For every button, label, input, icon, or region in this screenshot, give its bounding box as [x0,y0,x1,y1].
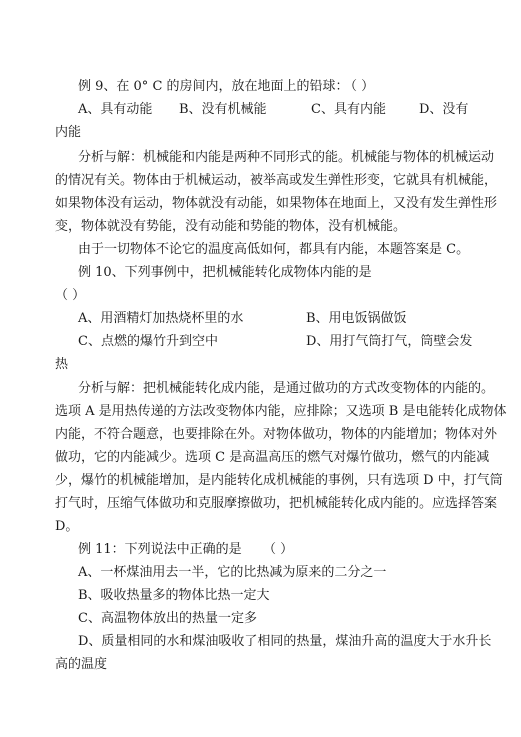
ex10-analysis-line-3: 内能，不符合题意，也要排除在外。对物体做功，物体的内能增加；物体对外 [55,427,498,442]
ex9-option-a: A、具有动能 [78,102,153,117]
ex10-option-b: B、用电饭锅做饭 [306,311,407,326]
ex10-answer-blank: （ ） [55,288,86,303]
ex11-option-d-continued: 高的温度 [55,657,108,672]
ex10-analysis-line-5: 少，爆竹的机械能增加，是内能转化成机械能的事例，只有选项 D 中，打气筒 [55,473,503,488]
ex10-option-c: C、点燃的爆竹升到空中 [78,334,218,349]
ex10-analysis-line-1: 分析与解：把机械能转化成内能，是通过做功的方式改变物体的内能的。 [78,381,495,396]
ex9-analysis-line-2: 的情况有关。物体由于机械运动，被举高或发生弹性形变，它就具有机械能， [55,173,498,188]
ex11-option-a: A、一杯煤油用去一半，它的比热减为原来的二分之一 [78,565,387,580]
ex9-option-c: C、具有内能 [311,102,386,117]
ex9-analysis-line-3: 如果物体没有运动，物体就没有动能，如果物体在地面上，又没有发生弹性形 [55,196,498,211]
ex9-answer-blank: （ ） [344,79,375,94]
ex11-option-b: B、吸收热量多的物体比热一定大 [78,588,270,603]
ex10-analysis-line-4: 做功，它的内能减少。选项 C 是高温高压的燃气对爆竹做功，燃气的内能减 [55,450,490,465]
ex10-analysis-line-2: 选项 A 是用热传递的方法改变物体内能，应排除；又选项 B 是电能转化成物体 [55,404,507,419]
ex9-option-d: D、没有 [419,102,469,117]
ex10-option-a: A、用酒精灯加热烧杯里的水 [78,311,244,326]
ex9-analysis-line-5: 由于一切物体不论它的温度高低如何，都具有内能，本题答案是 C。 [78,242,470,257]
ex9-option-d-continued: 内能 [55,125,82,140]
ex10-question: 例 10、下列事例中，把机械能转化成物体内能的是 [78,265,372,280]
ex11-question: 例 11：下列说法中正确的是 [78,542,242,557]
ex10-option-d: D、用打气筒打气，筒壁会发 [306,334,473,349]
ex10-option-d-continued: 热 [55,357,69,372]
ex9-option-b: B、没有机械能 [179,102,267,117]
ex11-option-c: C、高温物体放出的热量一定多 [78,611,257,626]
ex9-question: 例 9、在 0° C 的房间内，放在地面上的铅球： [78,79,349,94]
ex10-analysis-line-6: 打气时，压缩气体做功和克服摩擦做功，把机械能转化成内能的。应选择答案 [55,496,498,511]
ex9-analysis-line-1: 分析与解：机械能和内能是两种不同形式的能。机械能与物体的机械运动 [78,150,495,165]
ex10-analysis-line-7: D。 [55,519,79,534]
ex9-analysis-line-4: 变，物体就没有势能，没有动能和势能的物体，没有机械能。 [55,219,407,234]
ex11-answer-blank: （ ） [263,542,294,557]
ex11-option-d: D、质量相同的水和煤油吸收了相同的热量，煤油升高的温度大于水升长 [78,634,492,649]
